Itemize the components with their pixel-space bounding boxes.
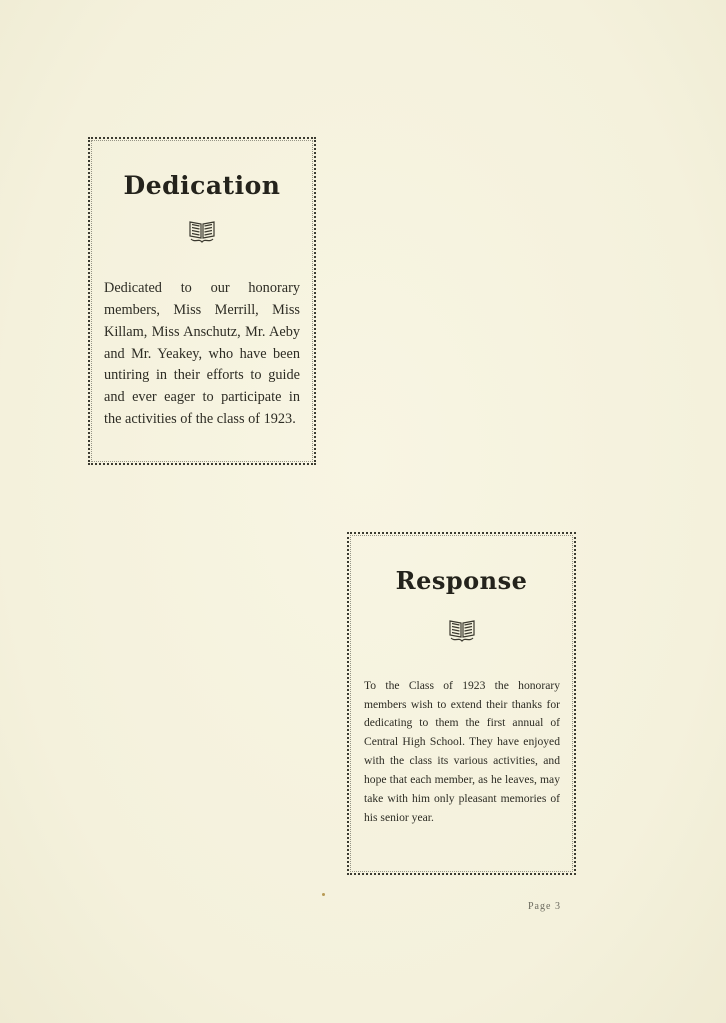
dedication-heading: Dedication	[123, 171, 281, 200]
page-number: Page 3	[528, 901, 561, 912]
response-text: To the Class of 1923 the honorary members wish to extend their thanks for dedicating to them the first annual of Central High School. They have enjoyed with the class its various activities, and hope that each member, as he leaves, may take with him only pleasant memories of his senior year.	[364, 678, 560, 824]
open-book-icon	[447, 618, 477, 644]
response-panel	[347, 532, 576, 875]
response-heading: Response	[395, 566, 528, 595]
paper-speck	[322, 893, 325, 896]
open-book-icon	[187, 219, 217, 245]
dedication-text: Dedicated to our honorary members, Miss Merrill, Miss Killam, Miss Anschutz, Mr. Aeby and Mr. Yeakey, who have been untiring in their efforts to guide and ever eager to participate in the activities of the class of 1923.	[104, 280, 300, 428]
dedication-panel	[88, 137, 316, 465]
